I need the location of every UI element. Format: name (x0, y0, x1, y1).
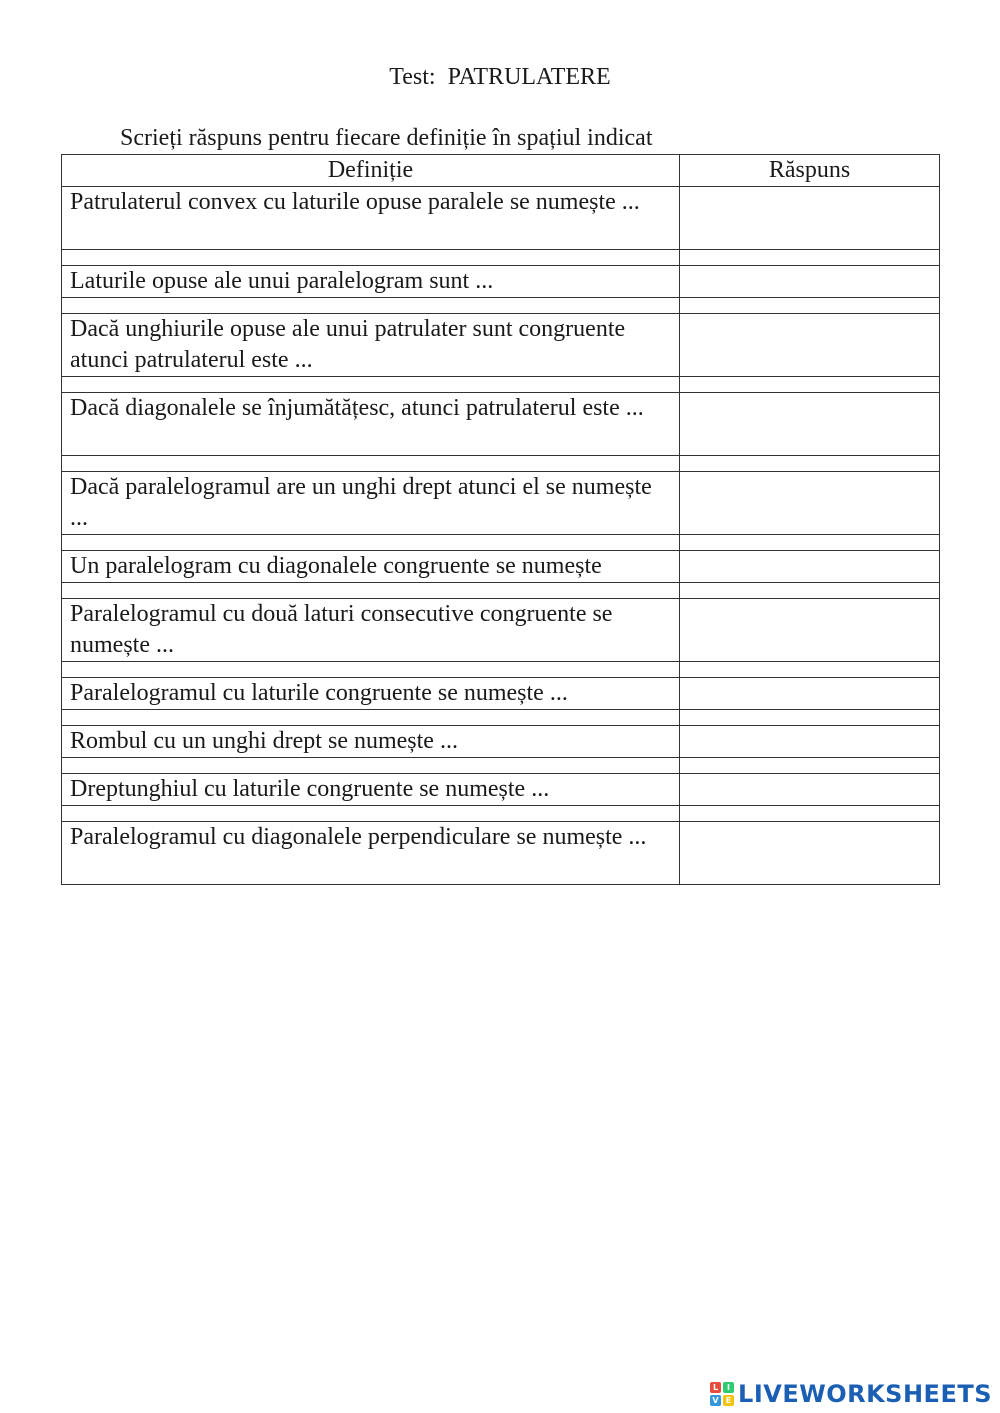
table-row (62, 678, 940, 710)
table-row (62, 472, 940, 535)
definition-cell: Un paralelogram cu diagonalele congruente se numește (62, 551, 680, 583)
table-row (62, 187, 940, 250)
logo-letter: V (710, 1395, 721, 1406)
table-row (62, 774, 940, 806)
logo-text: LIVEWORKSHEETS (738, 1380, 992, 1408)
spacer-row (62, 377, 940, 393)
answer-cell[interactable] (680, 599, 940, 662)
definition-cell: Laturile opuse ale unui paralelogram sunt ... (62, 266, 680, 298)
spacer-row (62, 806, 940, 822)
definition-cell: Rombul cu un unghi drept se numește ... (62, 726, 680, 758)
definition-cell: Dacă diagonalele se înjumătățesc, atunci patrulaterul este ... (62, 393, 680, 456)
definition-cell: Patrulaterul convex cu laturile opuse paralele se numește ... (62, 187, 680, 250)
page-title (0, 60, 1000, 94)
answer-cell[interactable] (680, 551, 940, 583)
answer-cell[interactable] (680, 472, 940, 535)
answer-cell[interactable] (680, 774, 940, 806)
spacer-row (62, 583, 940, 599)
spacer-row (62, 298, 940, 314)
instructions: Scrieți răspuns pentru fiecare definiție în spațiul indicat (120, 125, 653, 151)
logo-letter: I (723, 1382, 734, 1393)
column-header-definition: Definiție (62, 155, 680, 187)
definition-cell: Paralelogramul cu două laturi consecutive congruente se numește ... (62, 599, 680, 662)
definition-cell: Paralelogramul cu diagonalele perpendiculare se numește ... (62, 822, 680, 885)
title-text: PATRULATERE (447, 64, 611, 90)
definition-cell: Paralelogramul cu laturile congruente se numește ... (62, 678, 680, 710)
spacer-row (62, 710, 940, 726)
title-prefix: Test: (389, 64, 436, 90)
spacer-row (62, 535, 940, 551)
table-header-row (62, 155, 940, 187)
answer-cell[interactable] (680, 393, 940, 456)
table-row (62, 314, 940, 377)
column-header-answer: Răspuns (680, 155, 940, 187)
logo-mark-icon (710, 1382, 734, 1406)
definitions-table (61, 154, 940, 885)
logo-letter: E (723, 1395, 734, 1406)
table-row (62, 551, 940, 583)
table-row (62, 266, 940, 298)
spacer-row (62, 250, 940, 266)
definition-cell: Dacă paralelogramul are un unghi drept atunci el se numește ... (62, 472, 680, 535)
table-row (62, 726, 940, 758)
table-row (62, 599, 940, 662)
table-row (62, 393, 940, 456)
table-row (62, 822, 940, 885)
answer-cell[interactable] (680, 822, 940, 885)
spacer-row (62, 758, 940, 774)
definition-cell: Dreptunghiul cu laturile congruente se numește ... (62, 774, 680, 806)
answer-cell[interactable] (680, 266, 940, 298)
answer-cell[interactable] (680, 314, 940, 377)
answer-cell[interactable] (680, 187, 940, 250)
logo-letter: L (710, 1382, 721, 1393)
liveworksheets-logo (710, 1379, 992, 1409)
definition-cell: Dacă unghiurile opuse ale unui patrulater sunt congruente atunci patrulaterul este ... (62, 314, 680, 377)
spacer-row (62, 662, 940, 678)
answer-cell[interactable] (680, 726, 940, 758)
spacer-row (62, 456, 940, 472)
answer-cell[interactable] (680, 678, 940, 710)
